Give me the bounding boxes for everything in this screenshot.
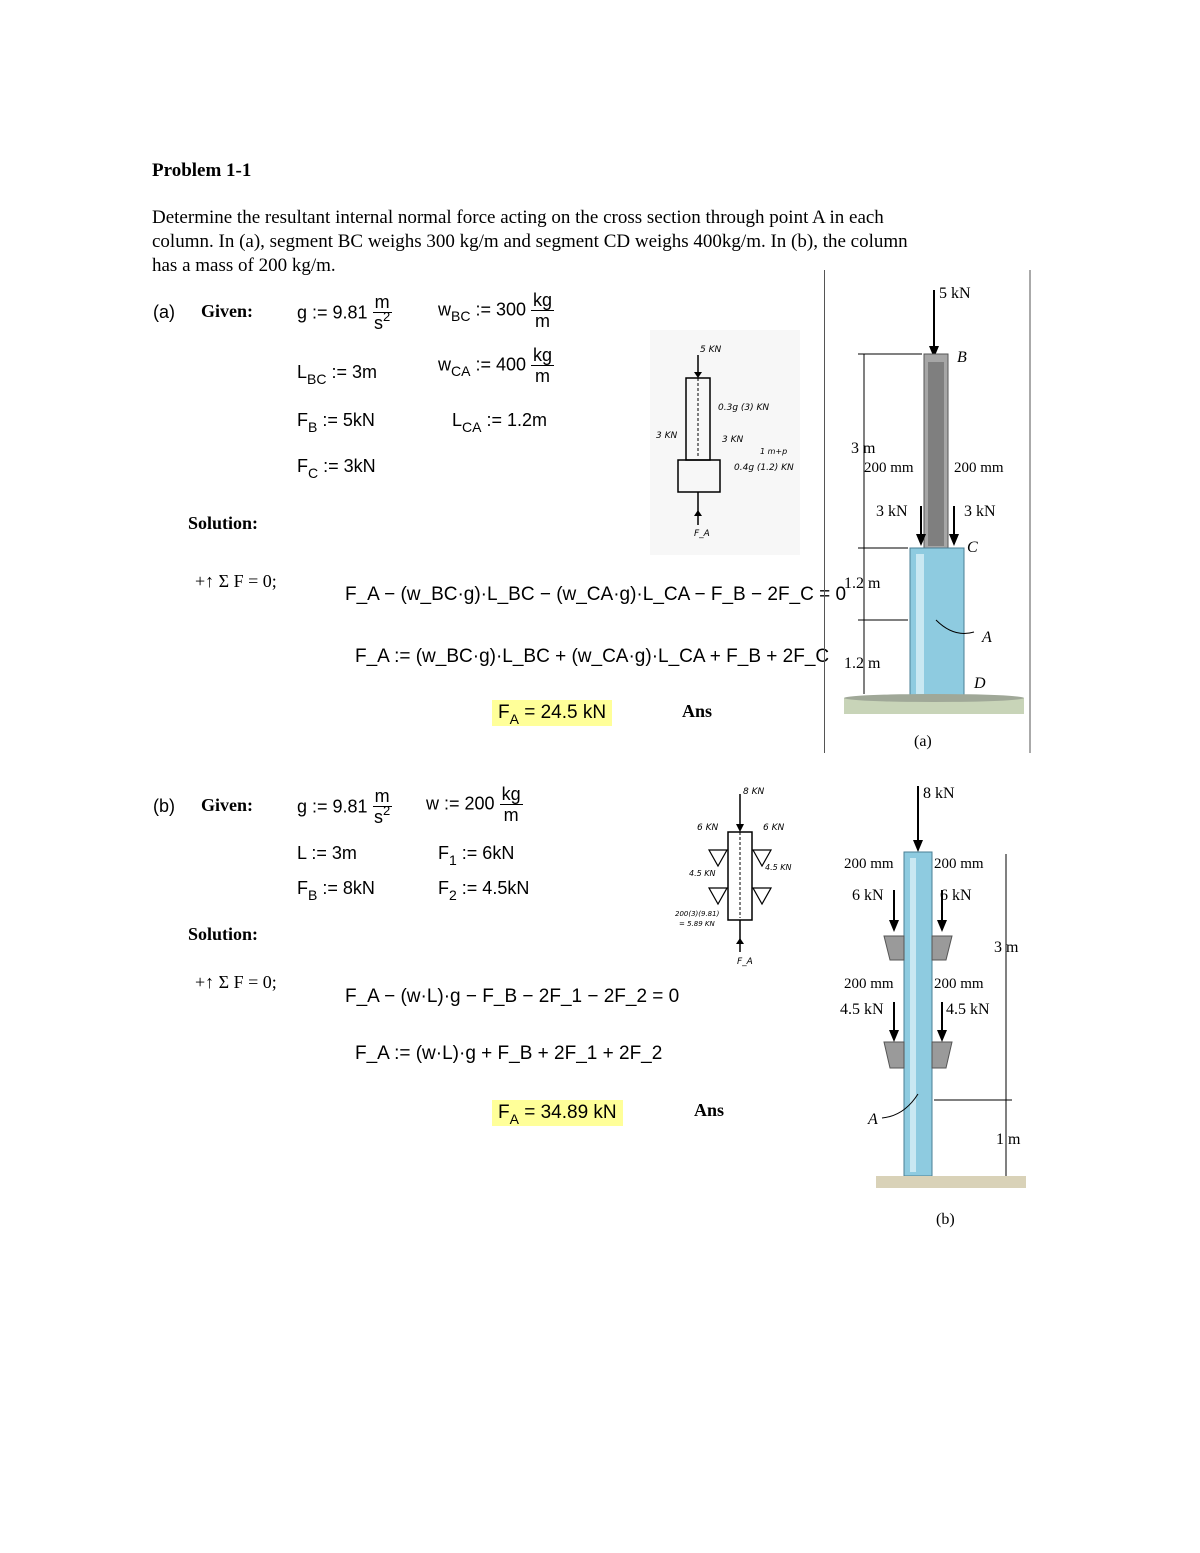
fig-b-load-45-left: 4.5 kN bbox=[840, 1001, 884, 1018]
part-a-fb: $F_B$ := 5kN bbox=[297, 410, 375, 435]
fig-b-load-8kn: 8 kN bbox=[923, 785, 955, 802]
part-a-fc: $F_C$ := 3kN bbox=[297, 456, 376, 481]
fbd-b-label-6kn-r: 6 KN bbox=[763, 823, 785, 833]
fbd-a-label-3kn-r: 3 KN bbox=[722, 435, 744, 445]
part-a-result: $F_A = 24.5$ kN bbox=[492, 700, 612, 726]
fbd-b-label-weight-val: = 5.89 KN bbox=[679, 920, 715, 928]
part-b-solution-label: Solution: bbox=[188, 924, 259, 944]
part-a-lbc: $L_{BC}$ := 3m bbox=[297, 362, 377, 387]
fbd-a-label-bc-weight: 0.3g (3) KN bbox=[718, 403, 770, 413]
fig-b-bracket-upper-right bbox=[932, 936, 952, 960]
fig-a-dim-200-left: 200 mm bbox=[864, 460, 914, 476]
part-b-l: L := 3m bbox=[297, 843, 357, 863]
part-a-label: (a) bbox=[153, 302, 175, 322]
part-a-lca: $L_{CA}$ := 1.2m bbox=[452, 410, 547, 435]
part-a-ans: Ans bbox=[682, 701, 713, 721]
fig-a-point-c: C bbox=[967, 539, 978, 556]
fig-a-load-left: 3 kN bbox=[876, 503, 908, 520]
part-b-w: w := 200 $\frac{kg}{m}$ bbox=[426, 784, 521, 825]
fig-a-dim-200-right: 200 mm bbox=[954, 460, 1004, 476]
fig-b-load-6-left: 6 kN bbox=[852, 887, 884, 904]
part-b-f2: $F_2$ := 4.5kN bbox=[438, 878, 530, 903]
fbd-b-label-fa: F_A bbox=[737, 957, 753, 967]
fig-a-dim-12-upper: 1.2 m bbox=[844, 575, 881, 592]
fig-a-point-b: B bbox=[957, 349, 967, 366]
statement-line-3: has a mass of 200 kg/m. bbox=[152, 255, 336, 276]
fig-a-caption: (a) bbox=[914, 733, 932, 750]
fig-b-bracket-lower-right bbox=[932, 1042, 952, 1068]
fbd-b-column bbox=[728, 832, 752, 920]
fig-a-load-right: 3 kN bbox=[964, 503, 996, 520]
fig-b-point-a: A bbox=[868, 1111, 878, 1128]
fbd-a-label-3kn-l: 3 KN bbox=[656, 431, 678, 441]
fig-b-dim-200-ml: 200 mm bbox=[844, 976, 894, 992]
fbd-a-label-ca-weight: 0.4g (1.2) KN bbox=[734, 463, 794, 473]
fig-b-load-45-right: 4.5 kN bbox=[946, 1001, 990, 1018]
part-b-f1: $F_1$ := 6kN bbox=[438, 843, 515, 868]
part-a-wbc: $w_{BC}$ := 300 $\frac{kg}{m}$ bbox=[438, 290, 553, 331]
fig-b-caption: (b) bbox=[936, 1211, 955, 1228]
fig-b-dim-200-tr: 200 mm bbox=[934, 856, 984, 872]
part-a-fbd-sketch bbox=[650, 330, 800, 555]
part-b-sum-eq: +↑ Σ F = 0; bbox=[195, 972, 277, 992]
part-a-figure bbox=[824, 270, 1032, 753]
part-b-g: g := 9.81 $\frac{m}{s^2}$ bbox=[297, 786, 391, 827]
part-b-ans: Ans bbox=[694, 1100, 725, 1120]
problem-title: Problem 1-1 bbox=[152, 160, 252, 181]
fbd-b-label-45-l: 4.5 KN bbox=[689, 869, 716, 878]
fbd-a-label-5kn: 5 KN bbox=[700, 345, 722, 355]
statement-line-1: Determine the resultant internal normal force acting on the cross section through point A in each bbox=[152, 207, 884, 228]
fig-b-dim-200-mr: 200 mm bbox=[934, 976, 984, 992]
fig-b-dim-3m: 3 m bbox=[994, 939, 1019, 956]
fbd-b-label-6kn-l: 6 KN bbox=[697, 823, 719, 833]
fbd-a-label-note: 1 m+p bbox=[760, 447, 788, 456]
part-b-eq2: F_A := (w·L)·g + F_B + 2F_1 + 2F_2 bbox=[355, 1043, 663, 1064]
statement-line-2: column. In (a), segment BC weighs 300 kg/m and segment CD weighs 400kg/m. In (b), the column bbox=[152, 231, 908, 252]
part-a-given-label: Given: bbox=[201, 301, 253, 321]
part-b-figure bbox=[834, 780, 1044, 1230]
fig-a-point-a: A bbox=[982, 629, 992, 646]
fig-a-dim-3m: 3 m bbox=[851, 440, 876, 457]
fig-a-dim-12-lower: 1.2 m bbox=[844, 655, 881, 672]
part-a-solution-label: Solution: bbox=[188, 513, 259, 533]
fig-a-load-5kn: 5 kN bbox=[939, 285, 971, 302]
fig-b-dim-1m: 1 m bbox=[996, 1131, 1021, 1148]
fig-b-column bbox=[904, 852, 932, 1176]
part-a-eq2: F_A := (w_BC·g)·L_BC + (w_CA·g)·L_CA + F_B + 2F_C bbox=[355, 646, 830, 667]
part-a-g: g := 9.81 $\frac{m}{s^2}$ bbox=[297, 292, 391, 333]
fig-b-ground bbox=[876, 1176, 1026, 1188]
part-b-label: (b) bbox=[153, 796, 175, 816]
fig-b-bracket-lower-left bbox=[884, 1042, 904, 1068]
fbd-a-label-fa: F_A bbox=[694, 529, 710, 539]
part-b-fbd-sketch bbox=[665, 780, 815, 970]
fig-b-bracket-upper-left bbox=[884, 936, 904, 960]
part-b-eq1: F_A − (w·L)·g − F_B − 2F_1 − 2F_2 = 0 bbox=[345, 986, 680, 1007]
part-a-sum-eq: +↑ Σ F = 0; bbox=[195, 571, 277, 591]
part-a-eq1: F_A − (w_BC·g)·L_BC − (w_CA·g)·L_CA − F_B − 2F_C = 0 bbox=[345, 584, 847, 605]
fig-b-dim-200-tl: 200 mm bbox=[844, 856, 894, 872]
fbd-b-label-8kn: 8 KN bbox=[743, 787, 765, 797]
fig-a-point-d: D bbox=[974, 675, 986, 692]
part-b-given-label: Given: bbox=[201, 795, 253, 815]
part-b-fb: $F_B$ := 8kN bbox=[297, 878, 375, 903]
part-a-wca: $w_{CA}$ := 400 $\frac{kg}{m}$ bbox=[438, 345, 553, 386]
fig-b-load-6-right: 6 kN bbox=[940, 887, 972, 904]
fbd-b-label-45-r: 4.5 KN bbox=[765, 863, 792, 872]
fbd-b-label-weight: 200(3)(9.81) bbox=[675, 910, 720, 918]
part-b-result: $F_A = 34.89$ kN bbox=[492, 1100, 623, 1126]
